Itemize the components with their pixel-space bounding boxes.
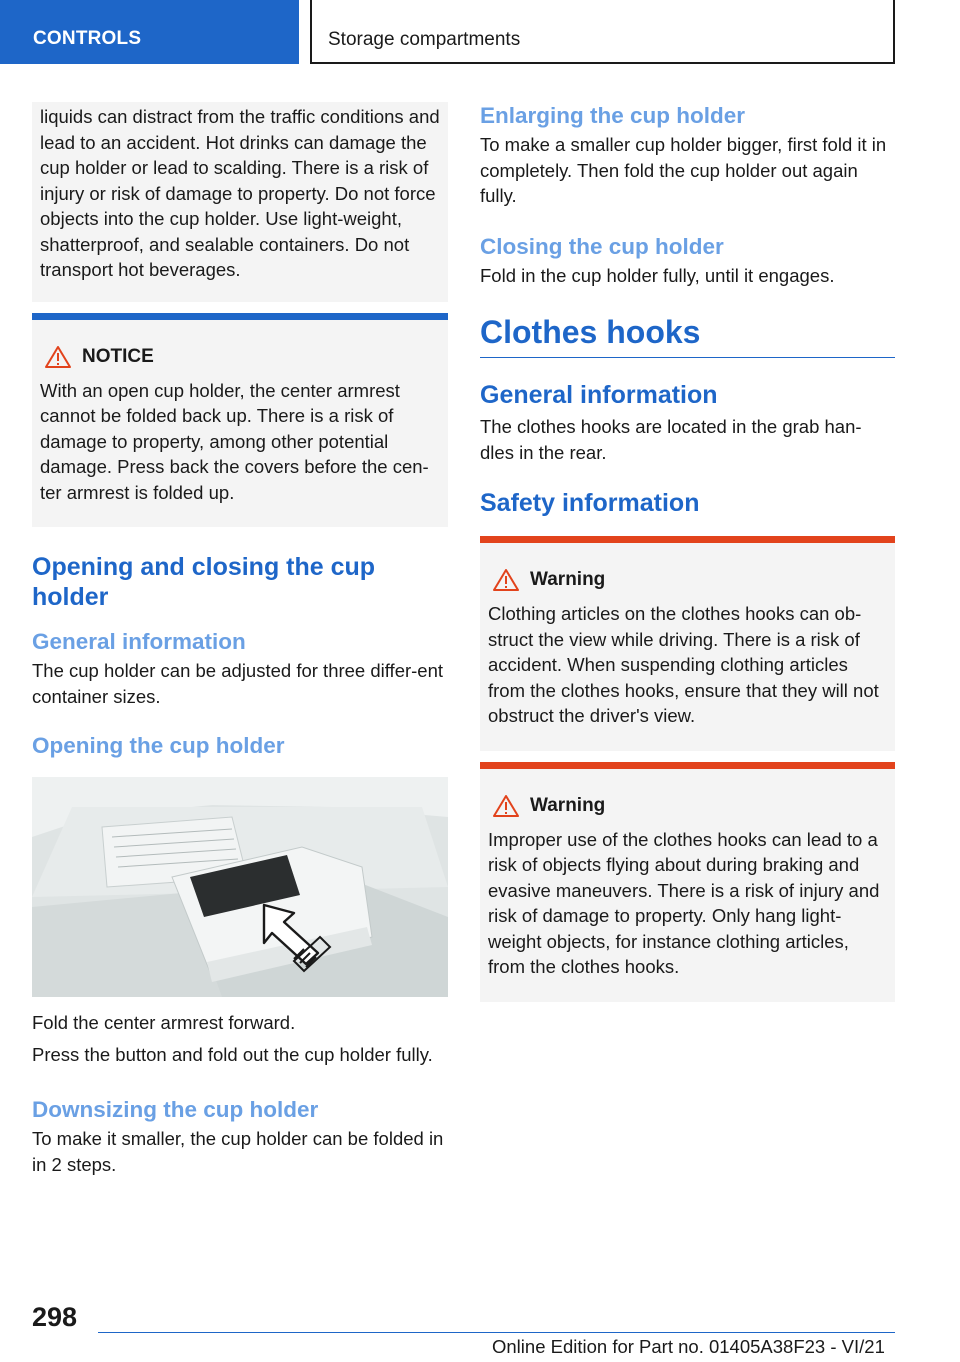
notice-label: NOTICE: [82, 345, 154, 367]
step-fold-armrest: Fold the center armrest forward.: [32, 1012, 296, 1033]
continued-warning-box: [32, 102, 448, 302]
warning-triangle-icon: [492, 568, 520, 592]
right-column: [480, 102, 895, 1002]
footer-divider: [98, 1332, 895, 1333]
warning-1-label: Warning: [530, 569, 606, 590]
warning-1-text: Clothing articles on the clothes hooks can ob‐struct the view while driving. There is a risk of accident. When suspending clothing articles from the clothes hooks, ensure that they will not obstruct the driver's view.: [488, 603, 879, 726]
warning-triangle-icon: [492, 794, 520, 818]
general-information-text: The cup holder can be adjusted for three differ‐ent container sizes.: [32, 660, 444, 707]
footer-edition: Online Edition for Part no. 01405A38F23 - VI/21: [492, 1336, 885, 1357]
notice-text: With an open cup holder, the center armrest cannot be folded back up. There is a risk of damage to property, among other potential damage. Press back the covers before the cen‐ter armrest is folded up.: [40, 379, 429, 503]
downsizing-text: To make it smaller, the cup holder can be folded in in 2 steps.: [32, 1128, 444, 1175]
cup-holder-illustration: [32, 777, 448, 997]
heading-opening-cup-holder: Opening the cup holder: [32, 733, 285, 758]
left-column: [32, 102, 448, 1177]
heading-enlarging: Enlarging the cup holder: [480, 103, 746, 128]
closing-text: Fold in the cup holder fully, until it engages.: [480, 264, 835, 286]
enlarging-text: To make a smaller cup holder bigger, first fold it in completely. Then fold the cup holder out again fully.: [480, 134, 887, 206]
section-header: [310, 0, 895, 64]
heading-clothes-hooks: Clothes hooks: [480, 313, 895, 358]
warning-1-header: [488, 565, 887, 595]
warning-2-header: [488, 791, 887, 821]
continued-warning-text: liquids can distract from the traffic conditions and lead to an accident. Hot drinks can damage the cup holder or lead to scalding. There is a risk of injury or risk of damage to property. Do not force objects into the cup holder. Use light‐weight, shatterproof, and sealable containers. Do not transport hot beverages.: [40, 106, 440, 280]
page-number: 298: [32, 1302, 78, 1332]
chapter-tab[interactable]: [0, 0, 299, 64]
clothes-general-text: The clothes hooks are located in the grab han‐dles in the rear.: [480, 416, 862, 463]
warning-box-2: [480, 762, 895, 1002]
heading-safety-information: Safety information: [480, 489, 700, 517]
heading-opening-closing: Opening and closing the cup holder: [32, 553, 376, 611]
chapter-label: CONTROLS: [33, 28, 142, 49]
notice-header: [40, 342, 440, 372]
armrest-illustration: [32, 777, 448, 997]
notice-box: [32, 313, 448, 528]
warning-triangle-icon: [44, 345, 72, 369]
heading-downsizing: Downsizing the cup holder: [32, 1097, 319, 1122]
heading-general-information: General information: [32, 629, 246, 654]
heading-closing: Closing the cup holder: [480, 233, 724, 259]
step-press-button: Press the button and fold out the cup holder fully.: [32, 1043, 433, 1065]
warning-2-label: Warning: [530, 794, 606, 816]
heading-clothes-general: General information: [480, 381, 718, 409]
warning-box-1: [480, 536, 895, 751]
section-title: Storage compartments: [328, 29, 521, 50]
warning-2-text: Improper use of the clothes hooks can lead to a risk of objects flying about during braking and evasive maneuvers. There is a risk of injury and risk of damage to property. Only hang light‐weight objects, for instance clothing articles, from the clothes hooks.: [488, 828, 880, 977]
